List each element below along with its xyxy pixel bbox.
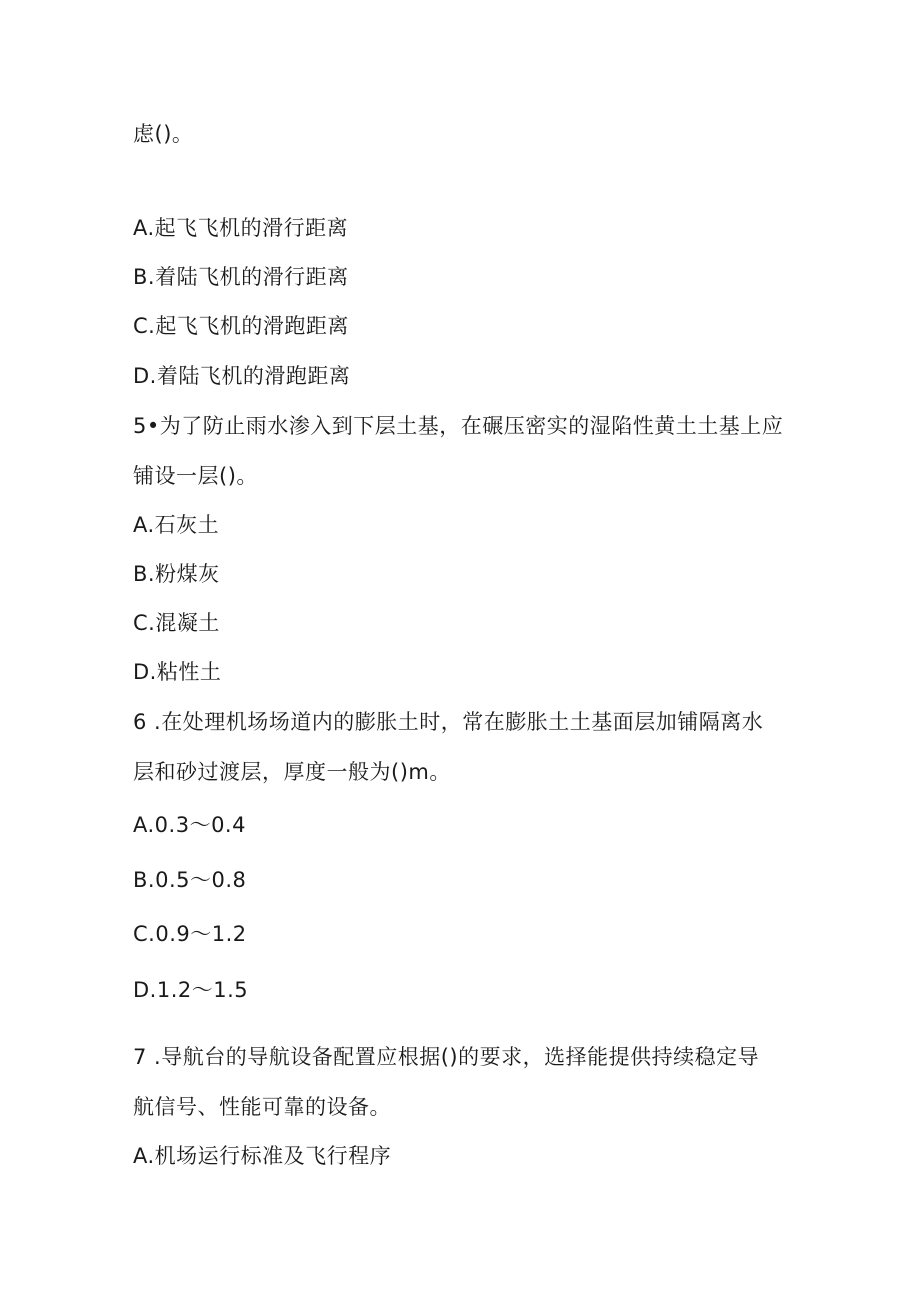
question-6-option-c: C.0.9～1.2: [133, 922, 247, 946]
question-6-stem-line-2: 层和砂过渡层，厚度一般为()m。: [133, 760, 451, 784]
question-6-option-d: D.1.2～1.5: [133, 978, 249, 1002]
question-4-option-c: C.起飞飞机的滑跑距离: [133, 314, 349, 338]
question-7-stem-line-2: 航信号、性能可靠的设备。: [133, 1095, 391, 1119]
question-7-stem-line-1: 7 .导航台的导航设备配置应根据()的要求，选择能提供持续稳定导: [133, 1045, 760, 1069]
question-4-option-a: A.起飞飞机的滑行距离: [133, 216, 349, 240]
question-7-option-a: A.机场运行标准及飞行程序: [133, 1144, 392, 1168]
question-5-stem-line-1: 5•为了防止雨水渗入到下层土基，在碾压密实的湿陷性黄土土基上应: [133, 414, 784, 438]
question-4-option-b: B.着陆飞机的滑行距离: [133, 265, 349, 289]
question-5-option-b: B.粉煤灰: [133, 562, 220, 586]
question-6-option-b: B.0.5～0.8: [133, 868, 247, 892]
question-5-option-d: D.粘性土: [133, 660, 222, 684]
question-4-option-d: D.着陆飞机的滑跑距离: [133, 364, 351, 388]
question-5-stem-line-2: 铺设一层()。: [133, 464, 258, 488]
question-6-option-a: A.0.3～0.4: [133, 813, 246, 837]
question-6-stem-line-1: 6 .在处理机场场道内的膨胀土时，常在膨胀土土基面层加铺隔离水: [133, 710, 764, 734]
question-5-option-c: C.混凝土: [133, 611, 220, 635]
question-4-stem-continuation: 虑()。: [133, 122, 194, 146]
question-5-option-a: A.石灰土: [133, 513, 220, 537]
